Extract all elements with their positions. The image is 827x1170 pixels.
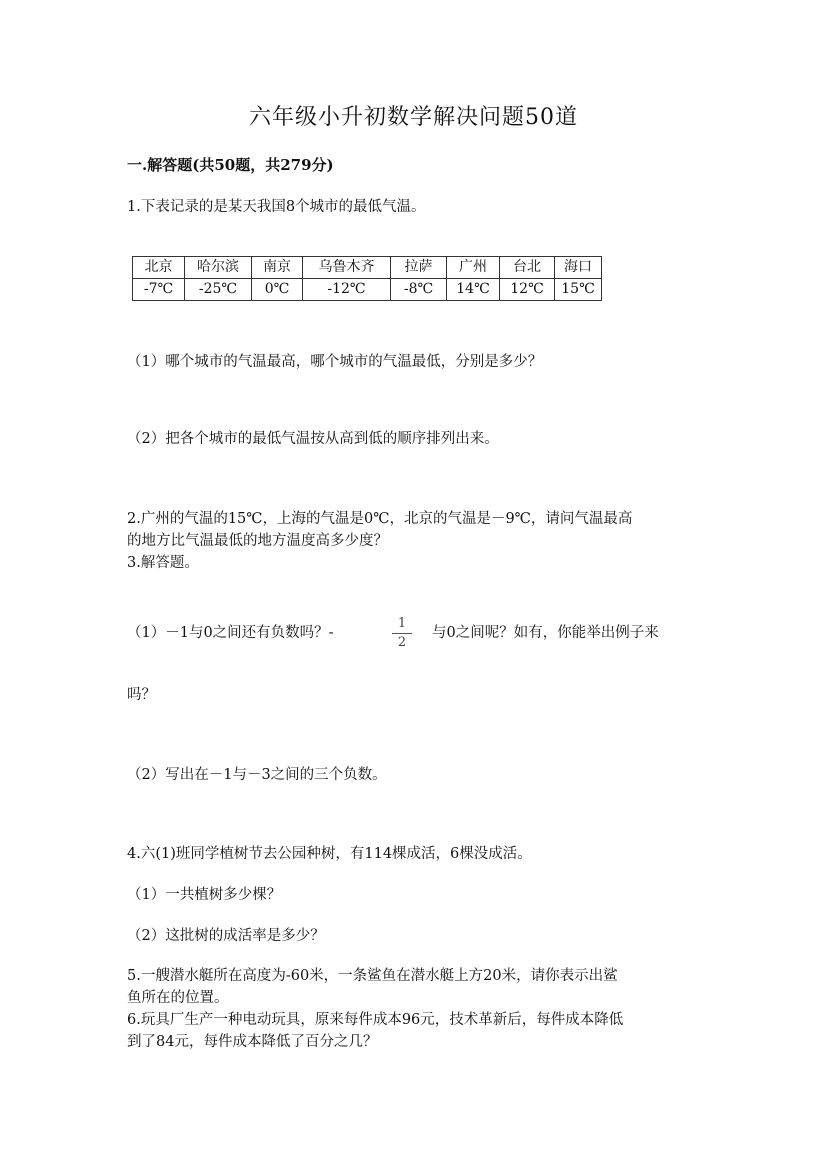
table-cell: 乌鲁木齐 xyxy=(303,257,391,279)
question-1-sub-2: （2）把各个城市的最低气温按从高到低的顺序排列出来。 xyxy=(127,431,499,447)
question-3-sub-1-part-b: 与0之间呢？如有，你能举出例子来 xyxy=(432,625,659,641)
question-3-sub-1-part-a: （1）－1与0之间还有负数吗？- xyxy=(127,625,334,641)
question-6-line-1: 6.玩具厂生产一种电动玩具，原来每件成本96元，技术革新后，每件成本降低 xyxy=(127,1012,624,1028)
table-cell: 15℃ xyxy=(555,279,602,301)
question-6-line-2: 到了84元，每件成本降低了百分之几？ xyxy=(127,1034,378,1050)
table-cell: 12℃ xyxy=(500,279,555,301)
table-cell: 海口 xyxy=(555,257,602,279)
question-1-text: 1.下表记录的是某天我国8个城市的最低气温。 xyxy=(127,199,426,215)
question-3-sub-2: （2）写出在－1与－3之间的三个负数。 xyxy=(127,767,387,783)
temperature-table xyxy=(132,256,602,301)
question-1-sub-1: （1）哪个城市的气温最高，哪个城市的气温最低，分别是多少？ xyxy=(127,354,543,370)
table-cell: 台北 xyxy=(500,257,555,279)
page-title: 六年级小升初数学解决问题50道 xyxy=(249,105,578,130)
table-cell: 14℃ xyxy=(447,279,500,301)
question-4-sub-2: （2）这批树的成活率是多少？ xyxy=(127,928,325,944)
table-cell: -7℃ xyxy=(133,279,185,301)
table-cell: -8℃ xyxy=(391,279,447,301)
question-5-line-2: 鱼所在的位置。 xyxy=(127,990,229,1006)
question-5-line-1: 5.一艘潜水艇所在高度为-60米，一条鲨鱼在潜水艇上方20米，请你表示出鲨 xyxy=(127,968,618,984)
table-cell: 广州 xyxy=(447,257,500,279)
question-2-line-2: 的地方比气温最低的地方温度高多少度？ xyxy=(127,533,388,549)
fraction-denominator: 2 xyxy=(397,635,407,650)
table-cell: 南京 xyxy=(252,257,303,279)
fraction-numerator: 1 xyxy=(397,616,407,631)
table-cell: 拉萨 xyxy=(391,257,447,279)
question-3-sub-1-part-c: 吗？ xyxy=(127,687,156,703)
question-4-sub-1: （1）一共植树多少棵？ xyxy=(127,887,282,903)
table-cell: -25℃ xyxy=(185,279,252,301)
fraction-one-half xyxy=(392,617,412,650)
table-cell: 0℃ xyxy=(252,279,303,301)
table-cell: -12℃ xyxy=(303,279,391,301)
question-2-line-1: 2.广州的气温的15℃，上海的气温是0℃，北京的气温是－9℃，请问气温最高 xyxy=(127,511,633,527)
table-row-cities xyxy=(133,257,602,279)
section-heading: 一.解答题(共50题，共279分) xyxy=(127,156,334,174)
table-row-temps xyxy=(133,279,602,301)
fraction-bar xyxy=(392,633,412,634)
table-cell: 北京 xyxy=(133,257,185,279)
table-cell: 哈尔滨 xyxy=(185,257,252,279)
question-3-text: 3.解答题。 xyxy=(127,555,199,571)
question-4-text: 4.六(1)班同学植树节去公园种树，有114棵成活，6棵没成活。 xyxy=(127,846,532,862)
